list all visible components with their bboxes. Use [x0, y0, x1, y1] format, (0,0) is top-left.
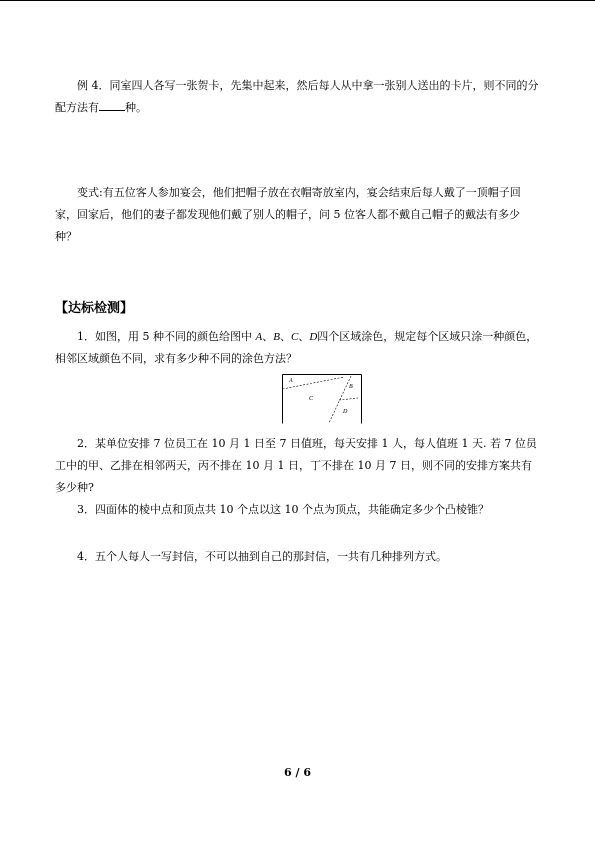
figure-label-a: A — [289, 378, 293, 384]
region-coloring-figure — [282, 374, 362, 424]
answer-blank — [99, 100, 125, 111]
var-a: A — [255, 331, 263, 343]
example-4-paragraph — [55, 75, 541, 119]
problem-1-text-end: 四个区域涂色，规定每个区域只涂一种颜色，相邻区域颜色不同，求有多少种不同的涂色方法？ — [55, 330, 538, 365]
separator: 、 — [298, 330, 310, 343]
page-number: 6 / 6 — [284, 766, 311, 779]
variant-paragraph: 变式:有五位客人参加宴会，他们把帽子放在衣帽寄放室内，宴会结束后每人戴了一顶帽子回家，回家后，他们的妻子都发现他们戴了别人的帽子，问 5 位客人都不戴自己帽子的戴法有多少种？ — [55, 186, 521, 243]
problem-1-text: 1．如图，用 5 种不同的颜色给图中 — [77, 330, 256, 343]
separator: 、 — [279, 330, 291, 343]
var-d: D — [309, 331, 318, 343]
var-b: B — [273, 331, 280, 343]
problem-2: 2．某单位安排 7 位员工在 10 月 1 日至 7 日值班，每天安排 1 人，每人值班 1 天. 若 7 位员工中的甲、乙排在相邻两天，丙不排在 10 月 1 日，丁不排在 10 月 7 日，则不同的安排方案共有多少种? — [55, 437, 537, 494]
example-4-text: 例 4．同室四人各写一张贺卡，先集中起来，然后每人从中拿一张别人送出的卡片，则不同的分配方法有 — [55, 79, 539, 114]
problem-1 — [55, 326, 541, 370]
top-border-line — [0, 0, 595, 1]
figure-svg — [282, 374, 362, 424]
figure-label-b: B — [349, 384, 353, 390]
problem-4: 4．五个人每人一写封信，不可以抽到自己的那封信，一共有几种排列方式。 — [77, 550, 447, 563]
var-c: C — [290, 331, 299, 343]
problem-3: 3．四面体的棱中点和顶点共 10 个点以这 10 个点为顶点，共能确定多少个凸棱锥？ — [77, 503, 489, 516]
separator: 、 — [262, 330, 274, 343]
figure-label-c: C — [309, 396, 314, 402]
section-title: 【达标检测】 — [55, 301, 134, 316]
example-4-text-end: 种。 — [125, 101, 147, 114]
figure-label-d: D — [343, 409, 348, 415]
